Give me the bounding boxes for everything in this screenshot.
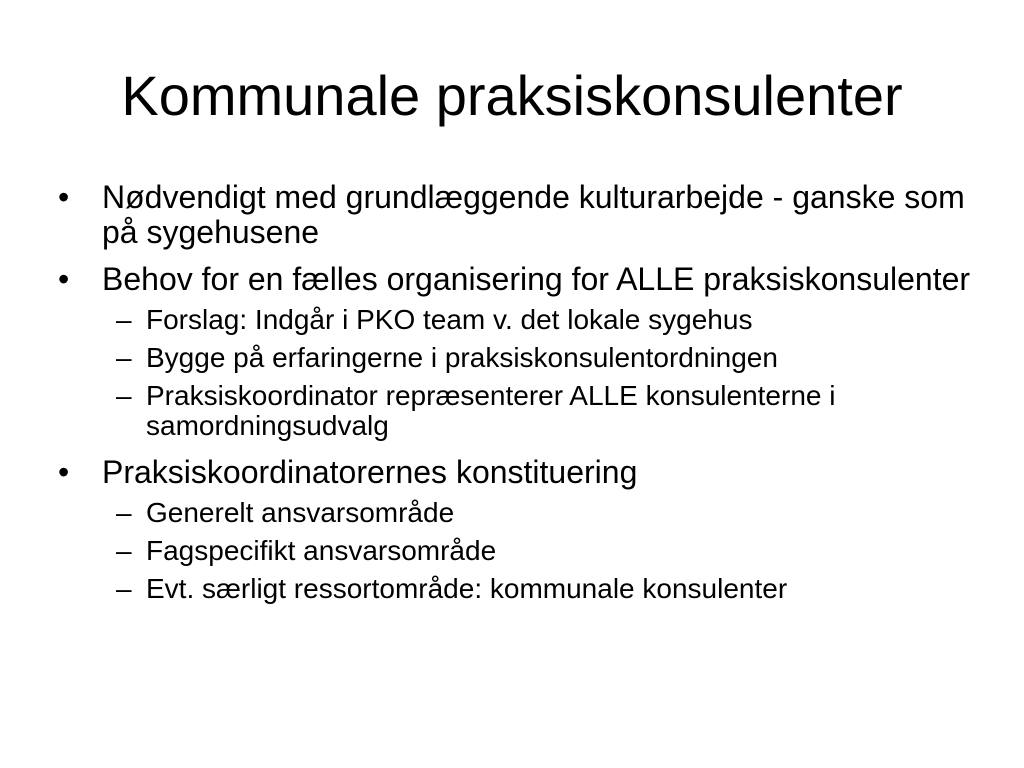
- bullet-text: Behov for en fælles organisering for ALLE praksiskonsulenter: [102, 261, 971, 297]
- dash-icon: –: [116, 573, 132, 604]
- sub-item-text: Fagspecifikt ansvarsområde: [146, 535, 497, 566]
- sub-item-text: Praksiskoordinator repræsenterer ALLE konsulenterne i samordningsudvalg: [146, 380, 836, 441]
- sub-item-2-2: [58, 343, 978, 373]
- sub-item-text: Generelt ansvarsområde: [146, 497, 455, 528]
- sub-item-2-1: [58, 305, 978, 335]
- bullet-item-3: [58, 455, 978, 490]
- dash-icon: –: [116, 380, 132, 411]
- sub-item-text: Forslag: Indgår i PKO team v. det lokale sygehus: [146, 304, 753, 335]
- sub-item-3-3: [58, 574, 978, 604]
- sub-item-text: Bygge på erfaringerne i praksiskonsulentordningen: [146, 342, 778, 373]
- bullet-text: Nødvendigt med grundlæggende kulturarbejde - ganske som på sygehusene: [102, 179, 965, 250]
- dash-icon: –: [116, 497, 132, 528]
- bullet-text: Praksiskoordinatorernes konstituering: [102, 454, 638, 490]
- bullet-icon: •: [58, 179, 70, 215]
- bullet-icon: •: [58, 261, 70, 297]
- sub-item-3-2: [58, 536, 978, 566]
- dash-icon: –: [116, 342, 132, 373]
- dash-icon: –: [116, 304, 132, 335]
- bullet-item-1: [58, 180, 978, 250]
- sub-item-2-3: [58, 381, 978, 441]
- bullet-icon: •: [58, 454, 70, 490]
- spacer: [58, 441, 978, 455]
- sub-item-3-1: [58, 498, 978, 528]
- slide-title: Kommunale praksiskonsulenter: [121, 64, 903, 127]
- slide-body: [58, 180, 978, 604]
- bullet-item-2: [58, 262, 978, 297]
- dash-icon: –: [116, 535, 132, 566]
- sub-item-text: Evt. særligt ressortområde: kommunale konsulenter: [146, 573, 788, 604]
